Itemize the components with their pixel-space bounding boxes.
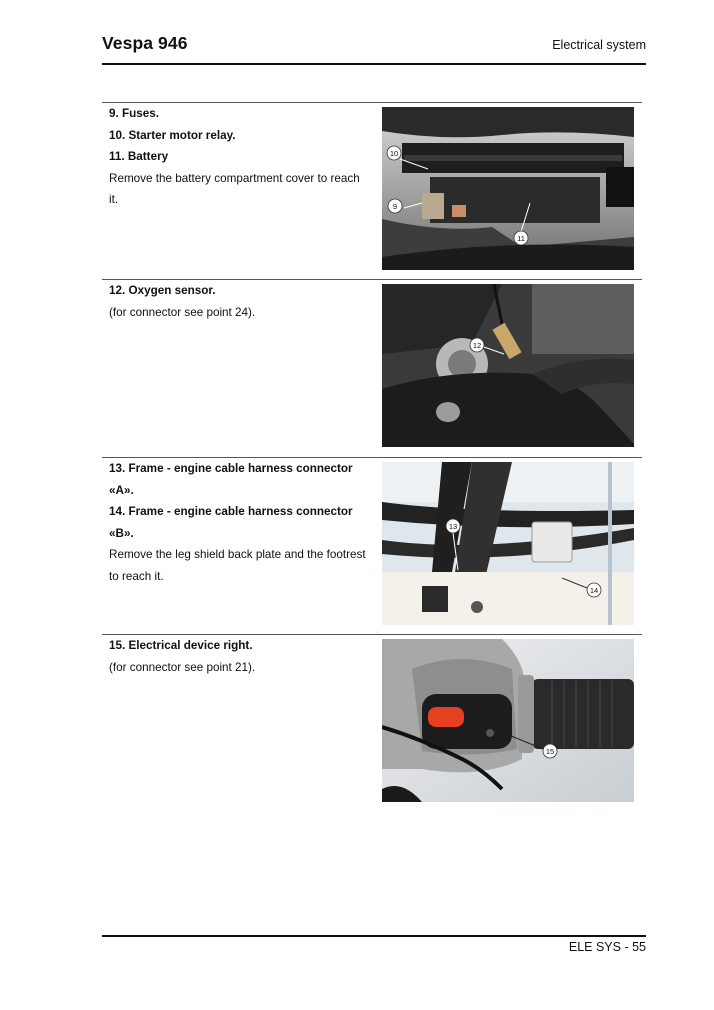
callout-10 bbox=[387, 146, 401, 160]
entry-line: Remove the leg shield back plate and the footrest bbox=[109, 548, 366, 562]
callout-label: 14 bbox=[589, 586, 599, 595]
entry-line: 10. Starter motor relay. bbox=[109, 128, 236, 142]
entry-text-oxygen-sensor bbox=[109, 280, 375, 323]
entry-text-electrical-device-right bbox=[109, 635, 375, 678]
entry-line: 13. Frame - engine cable harness connector bbox=[109, 462, 353, 475]
entry-text-battery bbox=[109, 103, 375, 211]
entry-line: (for connector see point 21). bbox=[109, 660, 256, 674]
callout-9 bbox=[388, 199, 402, 213]
entry-line: 14. Frame - engine cable harness connector bbox=[109, 505, 353, 519]
entry-text-harness-connectors bbox=[109, 458, 375, 588]
callout-label: 15 bbox=[545, 747, 555, 756]
callout-11 bbox=[514, 231, 528, 245]
entry-line: (for connector see point 24). bbox=[109, 305, 256, 319]
section-title: Electrical system bbox=[552, 38, 646, 52]
entry-line: it. bbox=[109, 193, 119, 207]
entry-line: 11. Battery bbox=[109, 150, 169, 164]
entry-line: «B». bbox=[109, 526, 134, 540]
callout-label: 12 bbox=[472, 341, 482, 350]
page-number: ELE SYS - 55 bbox=[568, 940, 646, 954]
callout-12 bbox=[470, 338, 484, 352]
battery-compartment-photo bbox=[382, 107, 634, 270]
entry-line: 12. Oxygen sensor. bbox=[109, 284, 216, 297]
header-rule bbox=[102, 63, 646, 65]
callout-label: 13 bbox=[448, 522, 458, 531]
entry-line: to reach it. bbox=[109, 569, 164, 583]
entry-line: «A». bbox=[109, 483, 134, 497]
right-handlebar-switch-photo bbox=[382, 639, 634, 802]
harness-connectors-photo bbox=[382, 462, 634, 625]
footer-rule bbox=[102, 935, 646, 937]
callout-14 bbox=[587, 583, 601, 597]
oxygen-sensor-photo bbox=[382, 284, 634, 447]
callout-15 bbox=[543, 744, 557, 758]
page-title: Vespa 946 bbox=[102, 33, 188, 53]
callout-label: 11 bbox=[517, 234, 525, 243]
callout-label: 10 bbox=[389, 149, 399, 158]
entry-line: 15. Electrical device right. bbox=[109, 639, 253, 652]
entry-line: 9. Fuses. bbox=[109, 107, 160, 120]
entry-line: Remove the battery compartment cover to reach bbox=[109, 171, 360, 185]
callout-13 bbox=[446, 519, 460, 533]
callout-label: 9 bbox=[392, 202, 398, 211]
